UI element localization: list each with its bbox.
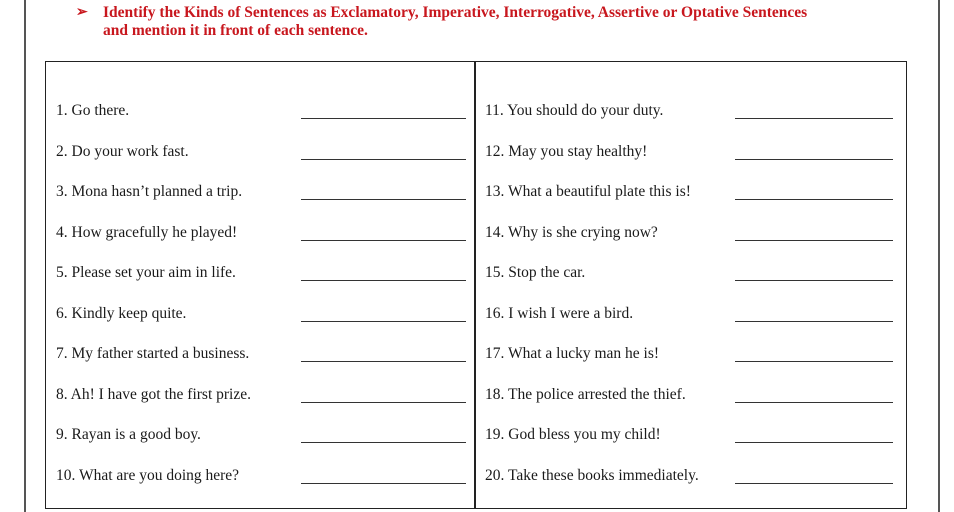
question-row — [56, 94, 474, 135]
answer-blank[interactable] — [735, 159, 893, 160]
question-row — [485, 175, 899, 216]
question-text: 17. What a lucky man he is! — [485, 345, 660, 362]
question-text: 13. What a beautiful plate this is! — [485, 183, 691, 200]
question-text: 1. Go there. — [56, 102, 130, 119]
instruction-text — [103, 4, 915, 40]
instruction-line-1: Identify the Kinds of Sentences as Exclamatory, Imperative, Interrogative, Assertive or Optative Sentences — [103, 4, 808, 21]
answer-blank[interactable] — [301, 361, 466, 362]
question-row — [56, 378, 474, 419]
answer-blank[interactable] — [735, 199, 893, 200]
answer-blank[interactable] — [301, 402, 466, 403]
question-row — [485, 378, 899, 419]
question-text: 20. Take these books immediately. — [485, 466, 699, 484]
answer-blank[interactable] — [735, 402, 893, 403]
question-text: 16. I wish I were a bird. — [485, 304, 634, 322]
question-row — [485, 337, 899, 378]
answer-blank[interactable] — [735, 118, 893, 119]
question-text: 8. Ah! I have got the first prize. — [56, 385, 251, 403]
answer-blank[interactable] — [301, 442, 466, 443]
right-column — [485, 94, 899, 499]
left-column — [56, 94, 474, 499]
answer-blank[interactable] — [735, 361, 893, 362]
question-row — [485, 135, 899, 176]
question-row — [485, 297, 899, 338]
answer-blank[interactable] — [735, 240, 893, 241]
question-row — [485, 216, 899, 257]
question-row — [485, 256, 899, 297]
question-row — [485, 459, 899, 500]
question-row — [56, 337, 474, 378]
question-row — [56, 175, 474, 216]
question-row — [56, 216, 474, 257]
question-text: 6. Kindly keep quite. — [56, 304, 187, 322]
answer-blank[interactable] — [735, 280, 893, 281]
answer-blank[interactable] — [301, 240, 466, 241]
answer-blank[interactable] — [735, 442, 893, 443]
answer-blank[interactable] — [301, 159, 466, 160]
question-row — [485, 418, 899, 459]
question-row — [56, 256, 474, 297]
question-row — [56, 418, 474, 459]
arrow-bullet-icon: ➢ — [76, 5, 88, 20]
question-row — [56, 297, 474, 338]
column-divider — [474, 62, 476, 508]
answer-blank[interactable] — [301, 483, 466, 484]
question-text: 11. You should do your duty. — [485, 102, 664, 119]
page-border-right — [938, 0, 940, 512]
answer-blank[interactable] — [301, 280, 466, 281]
question-text: 18. The police arrested the thief. — [485, 385, 686, 403]
instruction-line-2: and mention it in front of each sentence. — [103, 22, 368, 39]
question-text: 7. My father started a business. — [56, 345, 250, 362]
question-text: 4. How gracefully he played! — [56, 223, 238, 241]
question-text: 15. Stop the car. — [485, 264, 586, 281]
question-text: 3. Mona hasn’t planned a trip. — [56, 183, 243, 200]
question-row — [56, 459, 474, 500]
question-text: 19. God bless you my child! — [485, 426, 661, 443]
question-text: 14. Why is she crying now? — [485, 223, 658, 241]
answer-blank[interactable] — [735, 321, 893, 322]
question-text: 5. Please set your aim in life. — [56, 264, 236, 281]
question-text: 12. May you stay healthy! — [485, 142, 648, 160]
question-text: 2. Do your work fast. — [56, 142, 189, 160]
answer-blank[interactable] — [735, 483, 893, 484]
answer-blank[interactable] — [301, 199, 466, 200]
question-row — [56, 135, 474, 176]
answer-blank[interactable] — [301, 321, 466, 322]
answer-blank[interactable] — [301, 118, 466, 119]
question-text: 10. What are you doing here? — [56, 466, 240, 484]
question-row — [485, 94, 899, 135]
page-border-left — [24, 0, 26, 512]
question-text: 9. Rayan is a good boy. — [56, 426, 201, 443]
worksheet-table — [45, 61, 907, 509]
